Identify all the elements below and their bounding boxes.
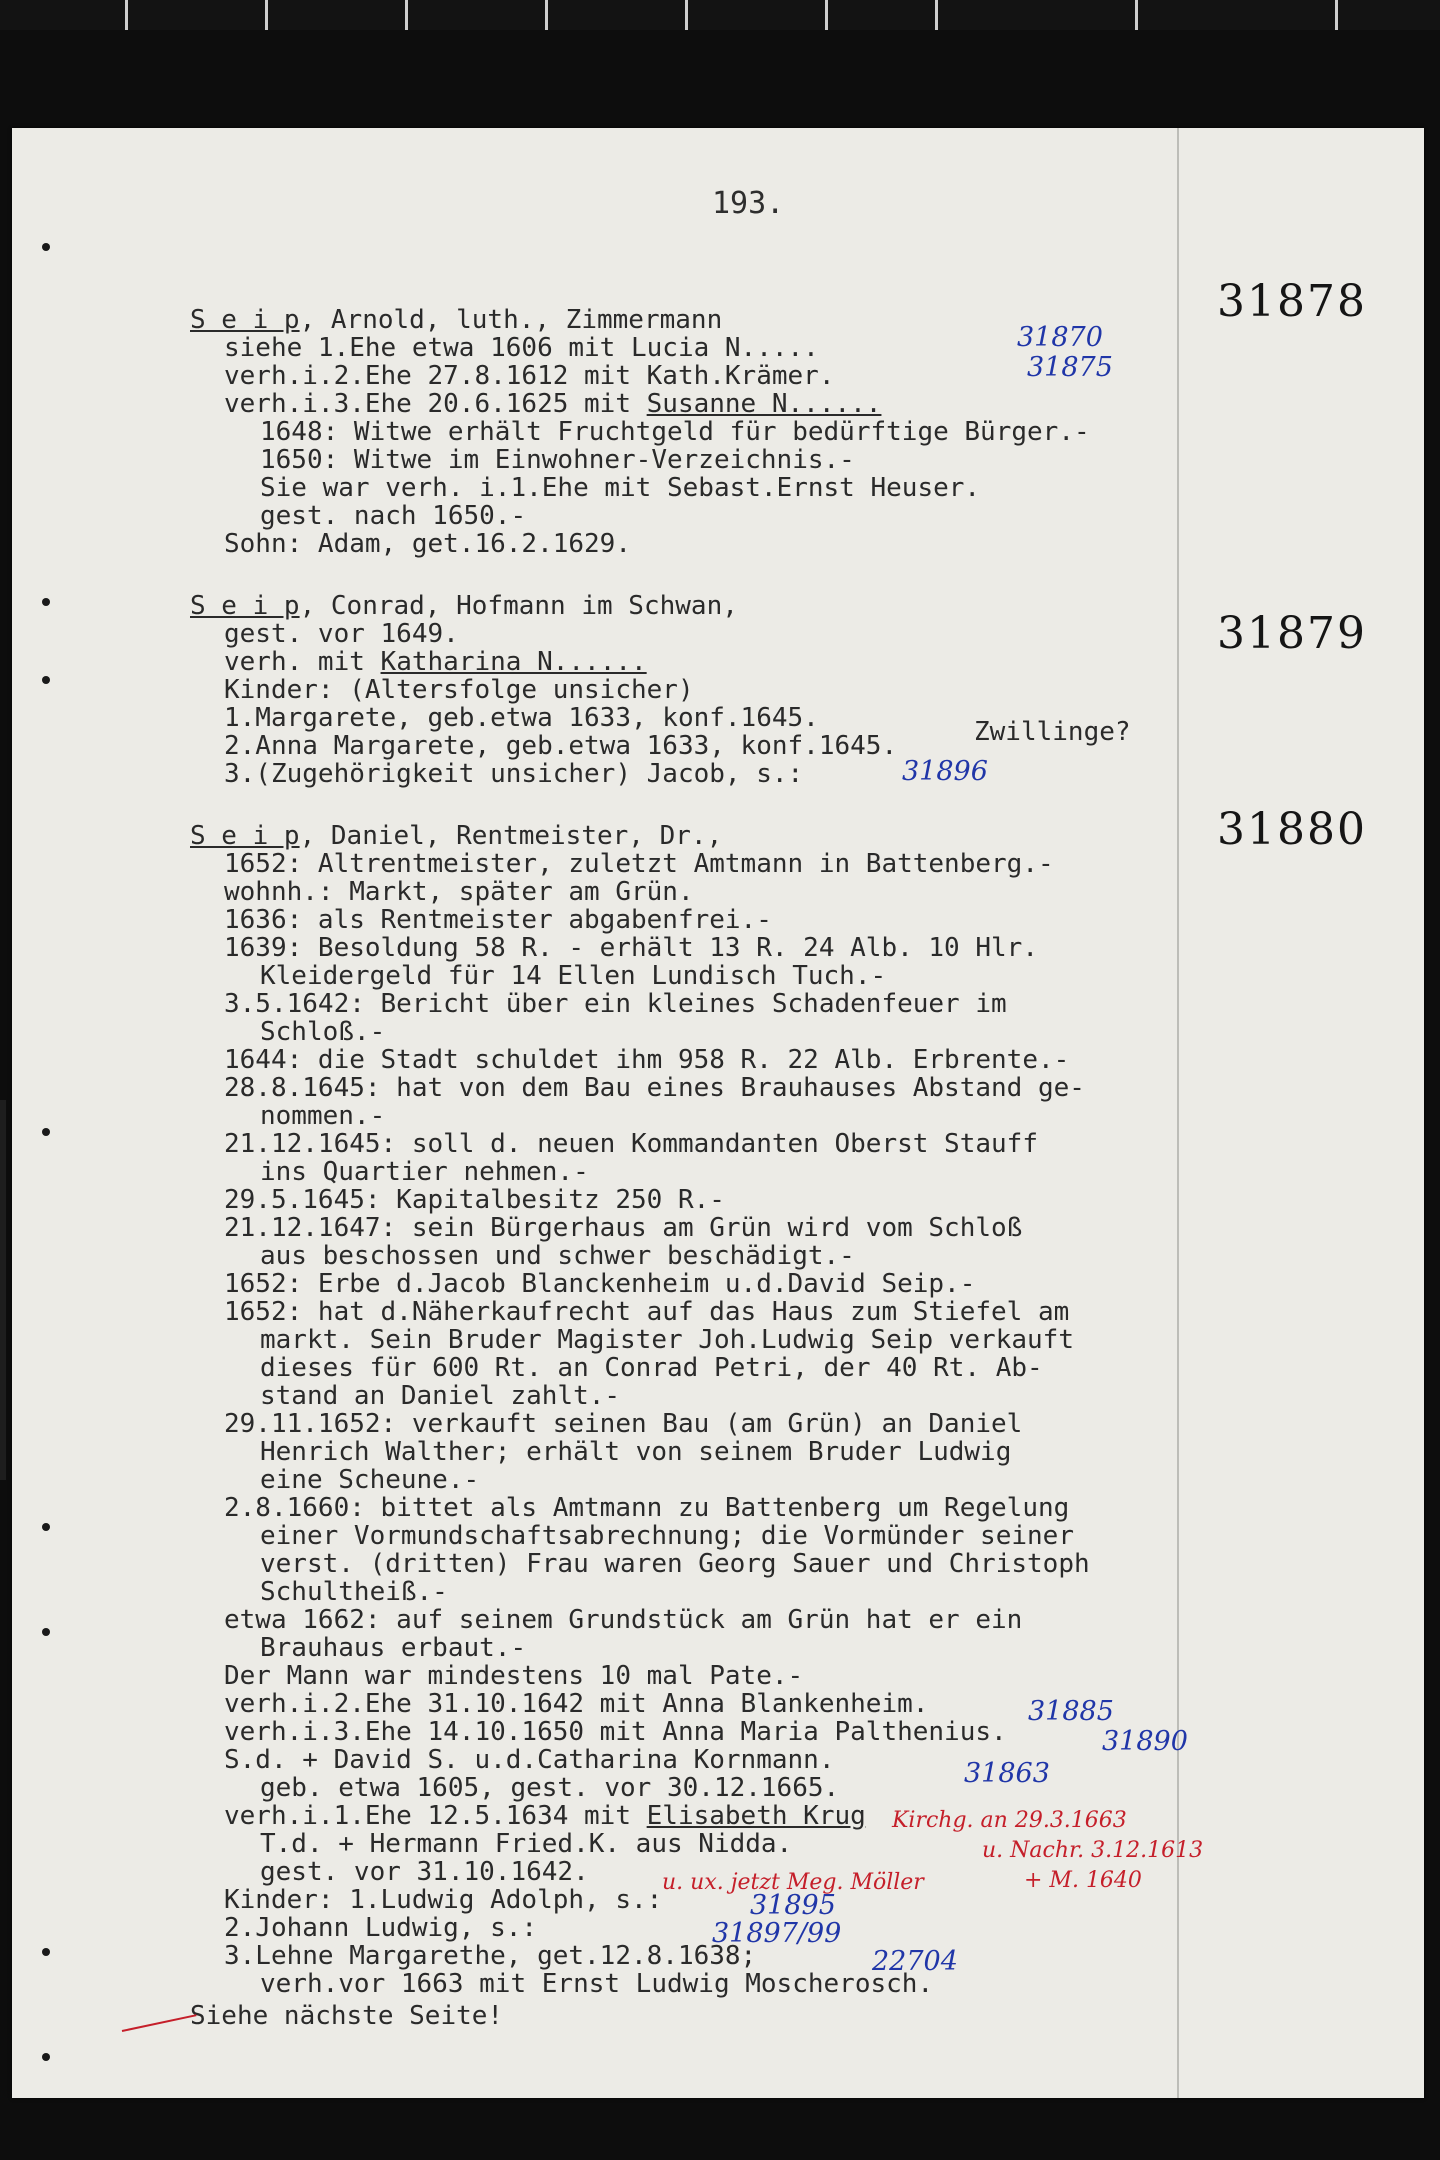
- text-line: Sohn: Adam, get.16.2.1629.: [224, 529, 631, 559]
- handwritten-note: + M. 1640: [1024, 1868, 1142, 1893]
- punch-hole: [42, 2053, 50, 2061]
- heading-rest: , Arnold, luth., Zimmermann: [299, 305, 723, 335]
- text-line: markt. Sein Bruder Magister Joh.Ludwig Seip verkauft: [260, 1325, 1074, 1355]
- text-line: Der Mann war mindestens 10 mal Pate.-: [224, 1661, 804, 1691]
- text-line: einer Vormundschaftsabrechnung; die Vormünder seiner: [260, 1521, 1074, 1551]
- record-id: 31879: [1217, 608, 1367, 659]
- entry-heading: [190, 592, 738, 620]
- twins-note: Zwillinge?: [974, 717, 1131, 747]
- text-line: 1648: Witwe erhält Fruchtgeld für bedürftige Bürger.-: [260, 417, 1090, 447]
- film-tick: [935, 0, 938, 30]
- handwritten-ref: 31870: [1017, 322, 1103, 353]
- text-line: verh.i.3.Ehe 14.10.1650 mit Anna Maria Palthenius.: [224, 1717, 1007, 1747]
- text-line: etwa 1662: auf seinem Grundstück am Grün hat er ein: [224, 1605, 1023, 1635]
- page-number: 193.: [712, 186, 785, 221]
- film-tick: [1335, 0, 1338, 30]
- text-line: Schultheiß.-: [260, 1577, 448, 1607]
- handwritten-note: u. Nachr. 3.12.1613: [982, 1838, 1204, 1863]
- surname: S e i p: [190, 591, 300, 621]
- red-pen-stroke: [122, 2014, 197, 2032]
- text-line: 29.5.1645: Kapitalbesitz 250 R.-: [224, 1185, 725, 1215]
- film-tick: [125, 0, 128, 30]
- entry-heading: [190, 822, 722, 850]
- text-line: S.d. + David S. u.d.Catharina Kornmann.: [224, 1745, 835, 1775]
- handwritten-ref: 31896: [902, 756, 988, 787]
- text-line: dieses für 600 Rt. an Conrad Petri, der 40 Rt. Ab-: [260, 1353, 1043, 1383]
- handwritten-ref: 31875: [1027, 352, 1113, 383]
- text-line: 1652: Altrentmeister, zuletzt Amtmann in Battenberg.-: [224, 849, 1054, 879]
- text-line: [224, 648, 647, 676]
- film-tick: [1135, 0, 1138, 30]
- handwritten-ref: 31890: [1102, 1726, 1188, 1757]
- punch-hole: [42, 1628, 50, 1636]
- record-id: 31880: [1217, 804, 1367, 855]
- surname: S e i p: [190, 305, 300, 335]
- text-line: gest. nach 1650.-: [260, 501, 527, 531]
- text-line: 3.Lehne Margarethe, get.12.8.1638;: [224, 1941, 757, 1971]
- film-tick: [545, 0, 548, 30]
- film-tick: [825, 0, 828, 30]
- text-line: 3.5.1642: Bericht über ein kleines Schadenfeuer im: [224, 989, 1007, 1019]
- text-line: wohnh.: Markt, später am Grün.: [224, 877, 694, 907]
- handwritten-ref: 31897/99: [712, 1918, 842, 1949]
- punch-hole: [42, 676, 50, 684]
- handwritten-ref: 31895: [750, 1890, 836, 1921]
- text-line: verst. (dritten) Frau waren Georg Sauer und Christoph: [260, 1549, 1090, 1579]
- text-line: Kleidergeld für 14 Ellen Lundisch Tuch.-: [260, 961, 887, 991]
- film-edge: [0, 1100, 6, 1480]
- film-tick: [685, 0, 688, 30]
- text-line: aus beschossen und schwer beschädigt.-: [260, 1241, 855, 1271]
- text-line: Kinder: 1.Ludwig Adolph, s.:: [224, 1885, 663, 1915]
- text-line: 1650: Witwe im Einwohner-Verzeichnis.-: [260, 445, 855, 475]
- spouse-name: Katharina N......: [380, 647, 647, 677]
- punch-hole: [42, 1948, 50, 1956]
- text-line: Sie war verh. i.1.Ehe mit Sebast.Ernst Heuser.: [260, 473, 981, 503]
- text-line: 29.11.1652: verkauft seinen Bau (am Grün) an Daniel: [224, 1409, 1023, 1439]
- text-line: stand an Daniel zahlt.-: [260, 1381, 621, 1411]
- text-line: 1652: Erbe d.Jacob Blanckenheim u.d.David Seip.-: [224, 1269, 976, 1299]
- continued-note: Siehe nächste Seite!: [190, 2001, 504, 2031]
- text-line: 21.12.1645: soll d. neuen Kommandanten Oberst Stauff: [224, 1129, 1038, 1159]
- index-card: [12, 128, 1424, 2098]
- line-part: verh.i.3.Ehe 20.6.1625 mit: [224, 389, 647, 419]
- text-line: eine Scheune.-: [260, 1465, 480, 1495]
- text-line: 1652: hat d.Näherkaufrecht auf das Haus zum Stiefel am: [224, 1297, 1070, 1327]
- record-id: 31878: [1217, 276, 1367, 327]
- text-line: Henrich Walther; erhält von seinem Bruder Ludwig: [260, 1437, 1012, 1467]
- text-line: 1.Margarete, geb.etwa 1633, konf.1645.: [224, 703, 819, 733]
- heading-rest: , Conrad, Hofmann im Schwan,: [299, 591, 738, 621]
- text-line: Kinder: (Altersfolge unsicher): [224, 675, 694, 705]
- text-line: 1644: die Stadt schuldet ihm 958 R. 22 Alb. Erbrente.-: [224, 1045, 1070, 1075]
- film-tick: [405, 0, 408, 30]
- text-line: verh.vor 1663 mit Ernst Ludwig Moscherosch.: [260, 1969, 934, 1999]
- text-line: ins Quartier nehmen.-: [260, 1157, 589, 1187]
- punch-hole: [42, 598, 50, 606]
- text-line: 21.12.1647: sein Bürgerhaus am Grün wird vom Schloß: [224, 1213, 1023, 1243]
- text-line: gest. vor 31.10.1642.: [260, 1857, 589, 1887]
- line-part: verh. mit: [224, 647, 381, 677]
- text-line: verh.i.2.Ehe 31.10.1642 mit Anna Blankenheim.: [224, 1689, 929, 1719]
- heading-rest: , Daniel, Rentmeister, Dr.,: [299, 821, 723, 851]
- line-part: verh.i.1.Ehe 12.5.1634 mit: [224, 1801, 647, 1831]
- text-line: 28.8.1645: hat von dem Bau eines Brauhauses Abstand ge-: [224, 1073, 1085, 1103]
- text-line: geb. etwa 1605, gest. vor 30.12.1665.: [260, 1773, 840, 1803]
- film-top-strip: [0, 0, 1440, 30]
- column-divider: [1177, 128, 1179, 2098]
- text-line: 2.Johann Ludwig, s.:: [224, 1913, 538, 1943]
- punch-hole: [42, 243, 50, 251]
- spouse-name: Susanne N......: [646, 389, 882, 419]
- film-tick: [265, 0, 268, 30]
- entry-heading: [190, 306, 722, 334]
- text-line: 1639: Besoldung 58 R. - erhält 13 R. 24 Alb. 10 Hlr.: [224, 933, 1038, 963]
- text-line: gest. vor 1649.: [224, 619, 459, 649]
- text-line: 3.(Zugehörigkeit unsicher) Jacob, s.:: [224, 759, 804, 789]
- text-line: T.d. + Hermann Fried.K. aus Nidda.: [260, 1829, 793, 1859]
- punch-hole: [42, 1128, 50, 1136]
- text-line: Brauhaus erbaut.-: [260, 1633, 527, 1663]
- text-line: verh.i.2.Ehe 27.8.1612 mit Kath.Krämer.: [224, 361, 835, 391]
- spouse-name: Elisabeth Krug: [646, 1801, 866, 1831]
- handwritten-ref: 31885: [1028, 1696, 1114, 1727]
- text-line: siehe 1.Ehe etwa 1606 mit Lucia N.....: [224, 333, 819, 363]
- punch-hole: [42, 1523, 50, 1531]
- handwritten-note: Kirchg. an 29.3.1663: [892, 1808, 1127, 1833]
- handwritten-note: u. ux. jetzt Meg. Möller: [662, 1870, 924, 1895]
- text-line: 1636: als Rentmeister abgabenfrei.-: [224, 905, 772, 935]
- text-line: [224, 1802, 866, 1830]
- handwritten-ref: 22704: [872, 1946, 958, 1977]
- text-line: nommen.-: [260, 1101, 386, 1131]
- surname: S e i p: [190, 821, 300, 851]
- text-line: Schloß.-: [260, 1017, 386, 1047]
- text-line: 2.Anna Margarete, geb.etwa 1633, konf.1645.: [224, 731, 898, 761]
- handwritten-ref: 31863: [964, 1758, 1050, 1789]
- text-line: [224, 390, 881, 418]
- text-line: 2.8.1660: bittet als Amtmann zu Battenberg um Regelung: [224, 1493, 1070, 1523]
